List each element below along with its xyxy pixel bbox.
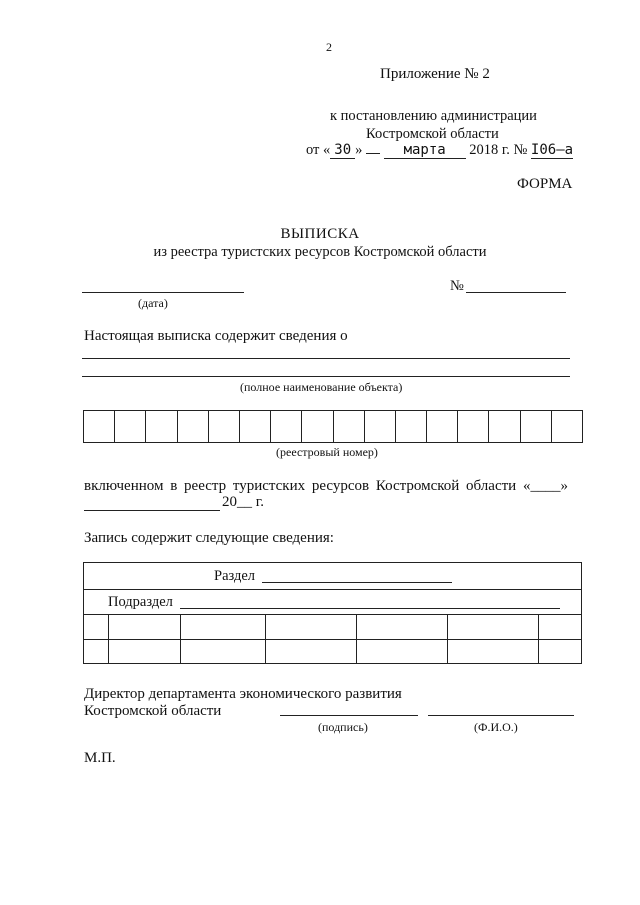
registry-digit-box xyxy=(457,410,489,443)
subsection-field-line xyxy=(180,608,560,609)
date-mid: » xyxy=(355,142,363,158)
date-prefix: от « xyxy=(306,142,331,158)
page-number: 2 xyxy=(326,40,332,54)
date-year: 2018 г. № xyxy=(469,142,528,158)
document-title: ВЫПИСКА xyxy=(280,226,360,242)
director-title: Директор департамента экономического развития xyxy=(84,686,402,702)
name-line xyxy=(428,715,574,716)
director-region: Костромской области xyxy=(84,703,222,719)
registry-digit-box xyxy=(520,410,552,443)
date-line xyxy=(306,142,573,159)
stamp-label: М.П. xyxy=(84,750,116,766)
table-column-divider xyxy=(538,614,539,664)
registry-digit-box xyxy=(488,410,520,443)
object-name-line-1 xyxy=(82,358,570,359)
registry-digit-box xyxy=(114,410,146,443)
date-field-line xyxy=(82,292,244,293)
date-month: марта xyxy=(384,142,466,159)
table-row-divider-1 xyxy=(83,589,582,590)
registry-digit-box xyxy=(364,410,396,443)
region-text: Костромской области xyxy=(366,126,499,142)
subsection-label: Подраздел xyxy=(108,594,173,610)
registry-digit-box xyxy=(333,410,365,443)
registry-digit-box xyxy=(83,410,115,443)
registry-digit-box xyxy=(551,410,583,443)
section-field-line xyxy=(262,582,452,583)
table-column-divider xyxy=(265,614,266,664)
date-gap-line xyxy=(366,153,380,154)
registry-digit-box xyxy=(208,410,240,443)
contains-text: Настоящая выписка содержит сведения о xyxy=(84,328,348,344)
object-name-line-2 xyxy=(82,376,570,377)
date-day: 30 xyxy=(330,142,355,159)
registry-digit-box xyxy=(395,410,427,443)
appendix-label: Приложение № 2 xyxy=(380,66,490,82)
registry-digit-box xyxy=(270,410,302,443)
signature-caption: (подпись) xyxy=(318,720,368,734)
included-year: 20__ г. xyxy=(222,494,264,510)
registry-digit-box xyxy=(177,410,209,443)
included-text: включенном в реестр туристских ресурсов Костромской области «____» xyxy=(84,478,568,494)
signature-line xyxy=(280,715,418,716)
number-sign: № xyxy=(450,278,464,294)
registry-digit-box xyxy=(301,410,333,443)
document-subtitle: из реестра туристских ресурсов Костромской области xyxy=(153,244,487,260)
registry-digit-box xyxy=(239,410,271,443)
table-column-divider xyxy=(447,614,448,664)
record-text: Запись содержит следующие сведения: xyxy=(84,530,334,546)
object-caption: (полное наименование объекта) xyxy=(240,380,403,394)
table-row-divider-2 xyxy=(83,614,582,615)
registry-digit-box xyxy=(145,410,177,443)
name-caption: (Ф.И.О.) xyxy=(474,720,518,734)
included-date-line xyxy=(84,510,220,511)
doc-number: I06–а xyxy=(530,142,574,158)
registry-caption: (реестровый номер) xyxy=(276,445,378,459)
number-field-line xyxy=(466,292,566,293)
table-column-divider xyxy=(356,614,357,664)
record-table xyxy=(83,562,582,664)
date-caption: (дата) xyxy=(138,296,168,310)
resolution-text: к постановлению администрации xyxy=(330,108,537,124)
table-column-divider xyxy=(180,614,181,664)
section-label: Раздел xyxy=(214,568,256,584)
form-label: ФОРМА xyxy=(517,176,573,192)
table-row-divider-3 xyxy=(83,639,582,640)
registry-digit-box xyxy=(426,410,458,443)
table-column-divider xyxy=(108,614,109,664)
